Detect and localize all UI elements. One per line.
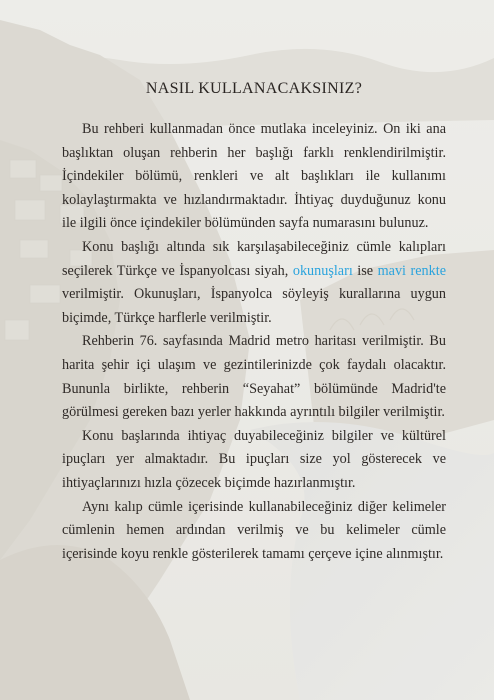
blue-color-term: mavi renkte <box>377 262 446 279</box>
paragraph-2 <box>62 236 446 330</box>
page-title: NASIL KULLANACAKSINIZ? <box>145 80 363 97</box>
paragraph-2-part-a: Konu başlığı altında sık karşılaşabileceğiniz cümle kalıpları seçilerek Türkçe ve İspanyolcası siyah, <box>62 238 446 279</box>
paragraph-2-part-c: ise <box>352 262 378 279</box>
guide-instructions <box>62 80 446 566</box>
paragraph-5: Aynı kalıp cümle içerisinde kullanabileceğiniz diğer kelimeler cümlenin hemen ardından verilmiş ve bu kelimeler cümle içerisinde koyu renkle gösterilerek tamamı çerçeve içine alınmıştır. <box>62 498 446 562</box>
paragraph-2-part-e: verilmiştir. Okunuşları, İspanyolca söyleyiş kurallarına uygun biçimde, Türkçe harflerle verilmiştir. <box>62 286 446 326</box>
paragraph-4: Konu başlarında ihtiyaç duyabileceğiniz bilgiler ve kültürel ipuçları yer almaktadır. Bu ipuçları size yol gösterecek ve ihtiyaçlarınızı hızla çözecek biçimde hazırlanmıştır. <box>62 427 446 491</box>
paragraph-3: Rehberin 76. sayfasında Madrid metro haritası verilmiştir. Bu harita şehir içi ulaşım ve gezintilerinizde çok faydalı olacaktır. Bununla birlikte, rehberin “Seyahat” bölümünde Madrid'te görülmesi gereken bazı yerler hakkında ayrıntılı bilgiler verilmiştir. <box>62 333 446 421</box>
pronunciation-term: okunuşları <box>292 262 353 279</box>
paragraph-1: Bu rehberi kullanmadan önce mutlaka inceleyiniz. On iki ana başlıktan oluşan rehberin her başlığı farklı renklendirilmiştir. İçindekiler bölümü, renkleri ve alt başlıkları ile kullanımı kolaylaştırmakta ve hızlandırmaktadır. İhtiyaç duyduğunuz konu ile ilgili önce içindekiler bölümünden sayfa numarasını bulunuz. <box>62 121 446 232</box>
